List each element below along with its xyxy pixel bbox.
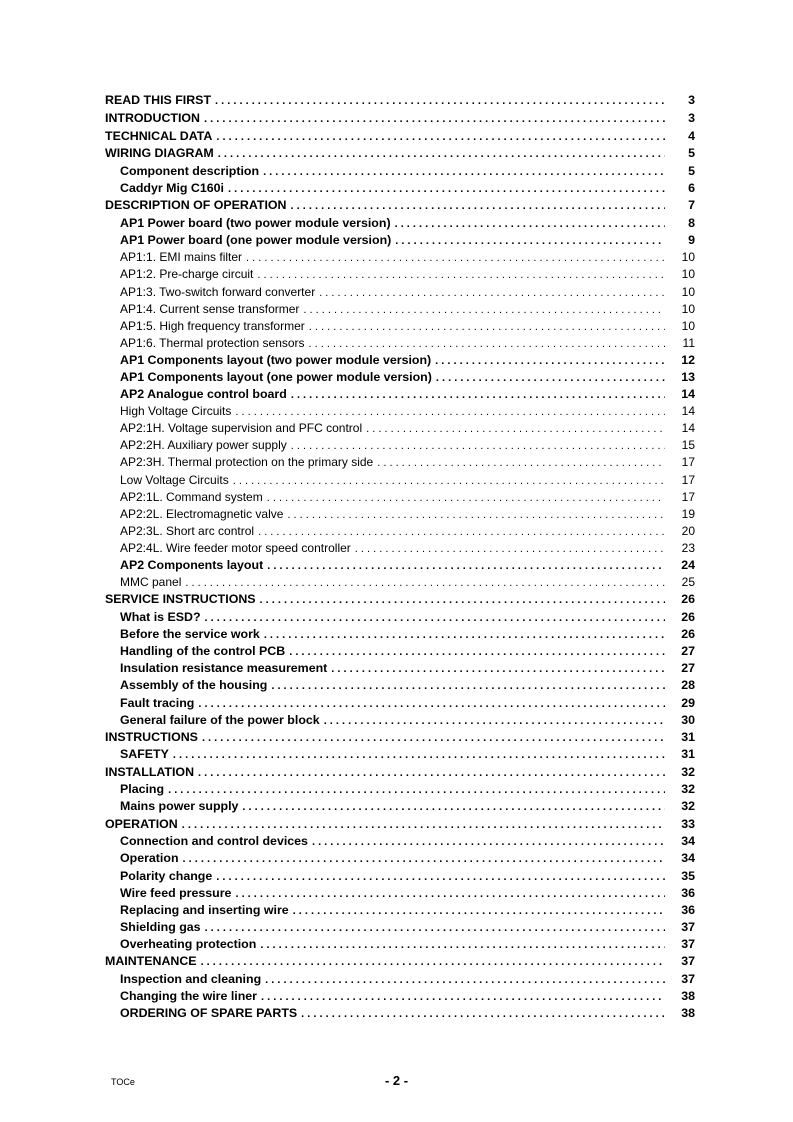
toc-entry-title: Changing the wire liner xyxy=(120,988,257,1003)
toc-entry-page: 17 xyxy=(681,489,695,504)
toc-entry-page: 26 xyxy=(681,592,695,607)
toc-entry-page: 7 xyxy=(688,198,695,213)
toc-entry-page: 37 xyxy=(681,919,695,934)
toc-entry-page: 28 xyxy=(681,678,695,693)
dot-leader xyxy=(260,937,665,954)
toc-entry[interactable] xyxy=(105,557,695,574)
toc-entry-title: AP1:1. EMI mains filter xyxy=(120,250,243,265)
toc-entry[interactable] xyxy=(105,386,695,403)
toc-entry[interactable] xyxy=(105,352,695,369)
dot-leader xyxy=(216,129,665,147)
toc-entry-page: 26 xyxy=(681,610,695,625)
toc-entry[interactable] xyxy=(105,798,695,815)
dot-leader xyxy=(293,903,665,920)
dot-leader xyxy=(260,592,665,610)
toc-entry[interactable] xyxy=(105,971,695,988)
toc-entry[interactable] xyxy=(105,284,695,301)
toc-entry[interactable] xyxy=(105,746,695,763)
toc-entry[interactable] xyxy=(105,574,695,591)
dot-leader xyxy=(215,93,665,111)
toc-entry[interactable] xyxy=(105,215,695,232)
toc-entry-title: AP2 Analogue control board xyxy=(120,387,287,402)
toc-entry-title: Caddyr Mig C160i xyxy=(120,181,224,196)
toc-entry[interactable] xyxy=(105,437,695,454)
toc-entry-title: Handling of the control PCB xyxy=(120,644,286,659)
toc-entry-title: AP2:2L. Electromagnetic valve xyxy=(120,506,284,521)
toc-entry-title: AP2 Components layout xyxy=(120,558,264,573)
toc-entry-page: 6 xyxy=(688,181,695,196)
toc-entry-title: Assembly of the housing xyxy=(120,678,268,693)
footer-page-number: - 2 - xyxy=(384,1073,409,1088)
dot-leader xyxy=(168,782,665,799)
toc-entry-page: 14 xyxy=(681,421,695,436)
toc-entry[interactable] xyxy=(105,953,695,971)
toc-entry-title: Connection and control devices xyxy=(120,834,308,849)
toc-entry-title: MAINTENANCE xyxy=(105,954,197,969)
toc-entry-page: 26 xyxy=(681,627,695,642)
toc-entry-title: AP2:1L. Command system xyxy=(120,489,263,504)
toc-entry-title: AP1 Components layout (two power module version) xyxy=(120,352,432,367)
toc-entry-title: Overheating protection xyxy=(120,936,257,951)
dot-leader xyxy=(246,250,665,267)
toc-entry-page: 24 xyxy=(681,558,695,573)
toc-entry-title: AP2:3L. Short arc control xyxy=(120,523,255,538)
toc-entry[interactable] xyxy=(105,781,695,798)
toc-entry-title: AP1 Power board (two power module version) xyxy=(120,216,391,231)
dot-leader xyxy=(228,181,665,198)
toc-entry-page: 11 xyxy=(682,335,695,350)
dot-leader xyxy=(377,455,665,472)
toc-entry-title: Component description xyxy=(120,164,260,179)
toc-entry-page: 37 xyxy=(681,936,695,951)
toc-entry[interactable] xyxy=(105,868,695,885)
toc-entry-page: 17 xyxy=(681,455,695,470)
dot-leader xyxy=(267,558,665,575)
toc-entry[interactable] xyxy=(105,902,695,919)
dot-leader xyxy=(355,541,665,558)
toc-entry-page: 8 xyxy=(688,216,695,231)
toc-entry[interactable] xyxy=(105,318,695,335)
toc-entry-title: Mains power supply xyxy=(120,799,239,814)
dot-leader xyxy=(291,438,665,455)
toc-entry-title: Shielding gas xyxy=(120,919,201,934)
dot-leader xyxy=(204,111,665,129)
toc-entry-page: 34 xyxy=(681,834,695,849)
toc-entry[interactable] xyxy=(105,335,695,352)
toc-entry-page: 23 xyxy=(681,540,695,555)
toc-entry-page: 20 xyxy=(681,523,695,538)
toc-entry-page: 36 xyxy=(681,902,695,917)
dot-leader xyxy=(216,869,665,886)
toc-entry-title: Polarity change xyxy=(120,868,213,883)
dot-leader xyxy=(366,421,665,438)
toc-entry-title: AP1:2. Pre-charge circuit xyxy=(120,267,254,282)
toc-entry[interactable] xyxy=(105,180,695,197)
toc-entry-title: ORDERING OF SPARE PARTS xyxy=(120,1006,298,1020)
toc-entry[interactable] xyxy=(105,712,695,729)
toc-entry[interactable] xyxy=(105,197,695,215)
toc-entry-page: 10 xyxy=(681,301,695,316)
toc-entry[interactable] xyxy=(105,489,695,506)
toc-entry-title: AP2:2H. Auxiliary power supply xyxy=(120,438,287,453)
toc-entry-page: 37 xyxy=(681,954,695,969)
toc-entry-title: Insulation resistance measurement xyxy=(120,661,328,676)
dot-leader xyxy=(261,989,665,1006)
dot-leader xyxy=(198,765,665,783)
dot-leader xyxy=(435,353,665,370)
toc-entry-title: AP2:3H. Thermal protection on the primary side xyxy=(120,455,374,470)
toc-entry-title: DESCRIPTION OF OPERATION xyxy=(105,198,287,213)
toc-entry-title: AP1 Components layout (one power module version) xyxy=(120,370,432,385)
dot-leader xyxy=(242,799,665,816)
toc-entry[interactable] xyxy=(105,163,695,180)
toc-entry-page: 14 xyxy=(681,404,695,419)
toc-entry-page: 12 xyxy=(681,352,695,367)
toc-entry-page: 13 xyxy=(681,370,695,385)
dot-leader xyxy=(324,713,665,730)
toc-entry[interactable] xyxy=(105,369,695,386)
dot-leader xyxy=(303,302,665,319)
toc-entry-title: Operation xyxy=(120,851,179,866)
toc-entry[interactable] xyxy=(105,266,695,283)
toc-entry[interactable] xyxy=(105,816,695,834)
dot-leader xyxy=(271,678,665,695)
toc-entry-title: AP1 Power board (one power module version) xyxy=(120,233,392,248)
dot-leader xyxy=(301,1006,665,1023)
toc-entry-title: AP2:4L. Wire feeder motor speed controller xyxy=(120,540,351,555)
toc-entry-page: 35 xyxy=(681,868,695,883)
dot-leader xyxy=(436,370,665,387)
footer-document-code: TOCe xyxy=(111,1077,135,1087)
toc-entry[interactable] xyxy=(105,232,695,249)
toc-entry[interactable] xyxy=(105,609,695,626)
toc-entry-title: INTRODUCTION xyxy=(105,110,200,125)
dot-leader xyxy=(309,319,665,336)
toc-entry-page: 15 xyxy=(681,438,695,453)
toc-entry[interactable] xyxy=(105,677,695,694)
toc-entry[interactable] xyxy=(105,92,695,110)
toc-entry[interactable] xyxy=(105,301,695,318)
toc-entry[interactable] xyxy=(105,643,695,660)
toc-entry-title: AP1:6. Thermal protection sensors xyxy=(120,335,305,350)
toc-entry[interactable] xyxy=(105,420,695,437)
toc-entry-page: 3 xyxy=(688,93,695,107)
toc-entry-title: OPERATION xyxy=(105,816,178,831)
toc-entry-title: AP1:5. High frequency transformer xyxy=(120,318,305,333)
dot-leader xyxy=(205,610,665,627)
dot-leader xyxy=(182,817,665,835)
toc-entry-page: 10 xyxy=(681,250,695,265)
toc-entry[interactable] xyxy=(105,1005,695,1022)
toc-entry-title: INSTRUCTIONS xyxy=(105,729,198,744)
toc-entry[interactable] xyxy=(105,833,695,850)
toc-entry[interactable] xyxy=(105,626,695,643)
toc-entry[interactable] xyxy=(105,110,695,128)
toc-entry[interactable] xyxy=(105,764,695,782)
dot-leader xyxy=(205,920,665,937)
toc-entry[interactable] xyxy=(105,403,695,420)
dot-leader xyxy=(202,730,665,748)
toc-entry-title: SERVICE INSTRUCTIONS xyxy=(105,592,256,607)
toc-entry-title: General failure of the power block xyxy=(120,712,320,727)
toc-entry[interactable] xyxy=(105,249,695,266)
dot-leader xyxy=(233,473,665,490)
toc-entry-title: Before the service work xyxy=(120,627,260,642)
toc-entry-page: 10 xyxy=(681,284,695,299)
toc-entry-title: Placing xyxy=(120,782,165,797)
toc-entry[interactable] xyxy=(105,128,695,146)
toc-entry[interactable] xyxy=(105,660,695,677)
toc-entry[interactable] xyxy=(105,919,695,936)
toc-entry-title: What is ESD? xyxy=(120,610,201,625)
toc-entry[interactable] xyxy=(105,540,695,557)
dot-leader xyxy=(173,747,665,764)
dot-leader xyxy=(263,164,665,181)
toc-entry-title: WIRING DIAGRAM xyxy=(105,146,214,161)
dot-leader xyxy=(218,146,665,164)
toc-entry-page: 17 xyxy=(681,472,695,487)
toc-entry-title: MMC panel xyxy=(120,575,182,590)
toc-entry-page: 32 xyxy=(681,764,695,779)
toc-entry-page: 27 xyxy=(681,661,695,676)
toc-entry-title: AP1:4. Current sense transformer xyxy=(120,301,300,316)
toc-entry-page: 25 xyxy=(681,575,695,590)
toc-entry-title: READ THIS FIRST xyxy=(105,93,212,107)
dot-leader xyxy=(235,886,665,903)
toc-entry[interactable] xyxy=(105,454,695,471)
toc-entry-title: AP2:1H. Voltage supervision and PFC control xyxy=(120,421,363,436)
toc-entry-title: Wire feed pressure xyxy=(120,885,232,900)
dot-leader xyxy=(395,233,665,250)
dot-leader xyxy=(264,627,665,644)
toc-entry[interactable] xyxy=(105,472,695,489)
dot-leader xyxy=(265,972,665,989)
toc-entry-title: TECHNICAL DATA xyxy=(105,128,213,143)
toc-entry-page: 38 xyxy=(681,988,695,1003)
toc-entry-page: 27 xyxy=(681,644,695,659)
toc-entry-page: 3 xyxy=(688,110,695,125)
dot-leader xyxy=(331,661,665,678)
toc-entry-page: 19 xyxy=(681,506,695,521)
dot-leader xyxy=(198,696,665,713)
dot-leader xyxy=(183,851,665,868)
dot-leader xyxy=(309,336,665,353)
toc-entry-page: 5 xyxy=(688,164,695,179)
dot-leader xyxy=(267,490,665,507)
toc-entry-page: 32 xyxy=(681,799,695,814)
dot-leader xyxy=(287,507,665,524)
toc-entry[interactable] xyxy=(105,885,695,902)
dot-leader xyxy=(312,834,665,851)
toc-entry[interactable] xyxy=(105,850,695,867)
toc-entry[interactable] xyxy=(105,729,695,747)
toc-entry-page: 14 xyxy=(681,387,695,402)
toc-entry-page: 10 xyxy=(681,267,695,282)
dot-leader xyxy=(257,267,665,284)
toc-entry-page: 5 xyxy=(688,146,695,161)
toc-entry-title: Fault tracing xyxy=(120,695,195,710)
toc-entry-title: INSTALLATION xyxy=(105,764,195,779)
toc-entry-page: 36 xyxy=(681,885,695,900)
toc-entry[interactable] xyxy=(105,695,695,712)
toc-entry[interactable] xyxy=(105,523,695,540)
toc-entry-page: 37 xyxy=(681,971,695,986)
toc-entry[interactable] xyxy=(105,506,695,523)
toc-entry-page: 29 xyxy=(681,695,695,710)
toc-entry[interactable] xyxy=(105,145,695,163)
dot-leader xyxy=(185,575,665,592)
toc-entry-page: 4 xyxy=(688,128,695,143)
toc-entry-title: Replacing and inserting wire xyxy=(120,902,289,917)
table-of-contents xyxy=(105,92,695,1022)
toc-entry-title: SAFETY xyxy=(120,747,169,762)
toc-entry-page: 32 xyxy=(681,782,695,797)
dot-leader xyxy=(319,285,665,302)
dot-leader xyxy=(395,216,665,233)
toc-entry[interactable] xyxy=(105,936,695,953)
toc-entry-title: AP1:3. Two-switch forward converter xyxy=(120,284,316,299)
dot-leader xyxy=(289,644,665,661)
toc-entry-page: 31 xyxy=(681,729,695,744)
toc-entry-title: Low Voltage Circuits xyxy=(120,472,229,487)
dot-leader xyxy=(291,387,665,404)
dot-leader xyxy=(258,524,665,541)
toc-entry-page: 9 xyxy=(688,233,695,248)
toc-entry-title: Inspection and cleaning xyxy=(120,971,262,986)
dot-leader xyxy=(235,404,665,421)
toc-entry-page: 31 xyxy=(681,747,695,762)
toc-entry-page: 10 xyxy=(681,318,695,333)
toc-entry-page: 38 xyxy=(681,1006,695,1020)
toc-entry-page: 30 xyxy=(681,712,695,727)
toc-entry[interactable] xyxy=(105,988,695,1005)
toc-entry-title: High Voltage Circuits xyxy=(120,404,232,419)
dot-leader xyxy=(291,198,665,216)
toc-entry-page: 34 xyxy=(681,851,695,866)
dot-leader xyxy=(201,954,665,972)
toc-entry-page: 33 xyxy=(681,816,695,831)
toc-entry[interactable] xyxy=(105,591,695,609)
